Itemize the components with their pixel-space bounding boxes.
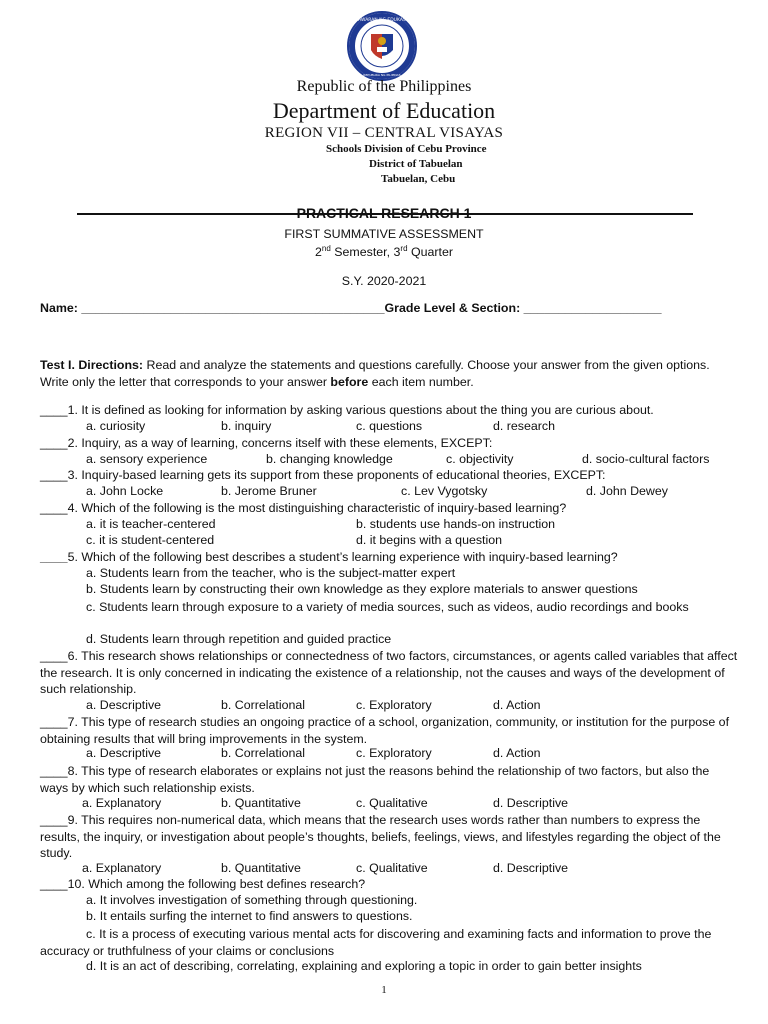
answer-blank[interactable]: ____ (40, 715, 68, 729)
question-6 (40, 648, 740, 698)
option: c. It is a process of executing various mental acts for discovering and examining facts and information to prove the accuracy or truthfulness of your claims or conclusions (40, 927, 712, 958)
answer-blank[interactable]: ____ (40, 468, 68, 482)
question-7 (40, 714, 740, 747)
directions-text-2: each item number. (368, 375, 474, 389)
quarter-number: 3 (393, 245, 401, 259)
question-text: 9. This requires non-numerical data, which means that the research uses words rather than numbers to express the results, the inquiry, or investigation about people’s thoughts, beliefs, feelings, views, and lifestyles regarding the object of the study. (40, 813, 721, 860)
option: d. Students learn through repetition and guided practice (86, 632, 392, 646)
question-10 (40, 877, 365, 891)
question-1 (40, 403, 654, 417)
option: d. John Dewey (586, 484, 668, 498)
option: c. Students learn through exposure to a variety of media sources, such as videos, audio recordings and books (86, 600, 689, 614)
answer-blank[interactable]: ____ (40, 436, 68, 450)
option: c. questions (356, 419, 423, 433)
option: c. it is student-centered (86, 533, 215, 547)
district-line: District of Tabuelan (369, 158, 463, 170)
question-text: 1. It is defined as looking for information by asking various questions about the thing you are curious about. (67, 403, 654, 417)
question-text: 10. Which among the following best defines research? (67, 877, 366, 891)
option: c. Qualitative (356, 861, 428, 875)
question-5 (40, 550, 618, 564)
semester-suffix: nd (321, 243, 331, 253)
option: d. it begins with a question (356, 533, 503, 547)
option: a. Explanatory (82, 796, 162, 810)
option: d. research (493, 419, 555, 433)
question-text: 6. This research shows relationships or connectedness of two factors, circumstances, or agents called variables that affect the research. It is only concerned in indicating the existence of a relationship, not the causes and ways of the development of such relationship. (40, 649, 738, 696)
grade-label: Grade Level & Section: (384, 301, 524, 315)
department-name: Department of Education (272, 98, 496, 123)
option: a. it is teacher-centered (86, 517, 216, 531)
region-line: REGION VII – CENTRAL VISAYAS (264, 125, 504, 141)
option: d. Action (493, 698, 541, 712)
question-9 (40, 812, 740, 862)
option: b. Correlational (221, 746, 306, 760)
quarter-suffix: rd (400, 243, 408, 253)
school-year: S.Y. 2020-2021 (341, 274, 427, 288)
name-grade-row (40, 301, 661, 315)
option: c. Qualitative (356, 796, 428, 810)
question-2 (40, 436, 492, 450)
option: a. curiosity (86, 419, 146, 433)
seal-ring-text: KAGAWARAN NG EDUKASYON (348, 18, 416, 23)
directions-heading: Test I. Directions: (40, 358, 144, 372)
option: c. Exploratory (356, 698, 432, 712)
name-field[interactable]: ____________________________________________ (81, 301, 385, 315)
option: d. Descriptive (493, 861, 569, 875)
assessment-title: FIRST SUMMATIVE ASSESSMENT (284, 227, 484, 241)
semester-word: Semester, (330, 245, 394, 259)
subject-title (0, 205, 768, 221)
option: a. It involves investigation of something through questioning. (86, 893, 418, 907)
option: b. inquiry (221, 419, 272, 433)
question-text: 4. Which of the following is the most distinguishing characteristic of inquiry-based learning? (67, 501, 567, 515)
option: a. Students learn from the teacher, who is the subject-matter expert (86, 566, 456, 580)
seal-bottom-text: REPUBLIKA NG PILIPINAS (363, 73, 401, 77)
option: a. Descriptive (86, 698, 162, 712)
directions-emphasis: before (330, 375, 369, 389)
answer-blank[interactable]: ____ (40, 813, 68, 827)
answer-blank[interactable]: ____ (40, 764, 68, 778)
answer-blank[interactable]: ____ (40, 877, 68, 891)
option: b. Correlational (221, 698, 306, 712)
option: a. Explanatory (82, 861, 162, 875)
answer-blank[interactable]: ____ (40, 403, 68, 417)
directions-text-1: Read and analyze the statements and questions carefully. Choose your answer from the given options. Write only the letter that corresponds to your answer (40, 358, 710, 389)
question-8 (40, 763, 740, 796)
option: b. It entails surfing the internet to find answers to questions. (86, 909, 413, 923)
question-3 (40, 468, 606, 482)
quarter-word: Quarter (407, 245, 453, 259)
option: b. Students learn by constructing their own knowledge as they explore materials to answer questions (86, 582, 638, 596)
option: b. Jerome Bruner (221, 484, 317, 498)
option: c. Lev Vygotsky (401, 484, 488, 498)
question-4 (40, 501, 566, 515)
answer-blank[interactable]: ____ (40, 649, 68, 663)
answer-blank[interactable]: ____ (40, 550, 68, 564)
option: d. socio-cultural factors (582, 452, 710, 466)
option: d. Action (493, 746, 541, 760)
answer-blank[interactable]: ____ (40, 501, 68, 515)
option: d. Descriptive (493, 796, 569, 810)
option: c. Exploratory (356, 746, 432, 760)
option: b. Quantitative (221, 796, 301, 810)
option: a. sensory experience (86, 452, 208, 466)
question-text: 3. Inquiry-based learning gets its support from these proponents of educational theories, EXCEPT: (67, 468, 606, 482)
option: b. students use hands-on instruction (356, 517, 556, 531)
page-number: 1 (381, 984, 387, 996)
semester-number: 2 (315, 245, 322, 259)
directions (40, 357, 740, 391)
option: d. It is an act of describing, correlating, explaining and exploring a topic in order to gain better insights (86, 959, 642, 973)
option: b. changing knowledge (266, 452, 393, 466)
question-text: 8. This type of research elaborates or explains not just the reasons behind the relationship of two factors, but also the ways by which such relationship exists. (40, 764, 710, 795)
name-label: Name: (40, 301, 82, 315)
question-text: 7. This type of research studies an ongoing practice of a school, organization, community, or institution for the purpose of obtaining results that will bring improvements in the system. (40, 715, 730, 746)
semester-quarter (0, 245, 768, 259)
option: a. John Locke (86, 484, 164, 498)
question-text: 5. Which of the following best describes a student’s learning experience with inquiry-based learning? (67, 550, 618, 564)
option: b. Quantitative (221, 861, 301, 875)
division-line: Schools Division of Cebu Province (326, 143, 487, 155)
subject-title-text: PRACTICAL RESEARCH 1 (296, 205, 472, 221)
option: a. Descriptive (86, 746, 162, 760)
option: c. objectivity (446, 452, 514, 466)
question-text: 2. Inquiry, as a way of learning, concerns itself with these elements, EXCEPT: (67, 436, 493, 450)
town-line: Tabuelan, Cebu (381, 173, 456, 185)
deped-seal-logo (341, 10, 423, 82)
republic-line: Republic of the Philippines (296, 78, 472, 95)
grade-field[interactable]: ____________________ (523, 301, 662, 315)
